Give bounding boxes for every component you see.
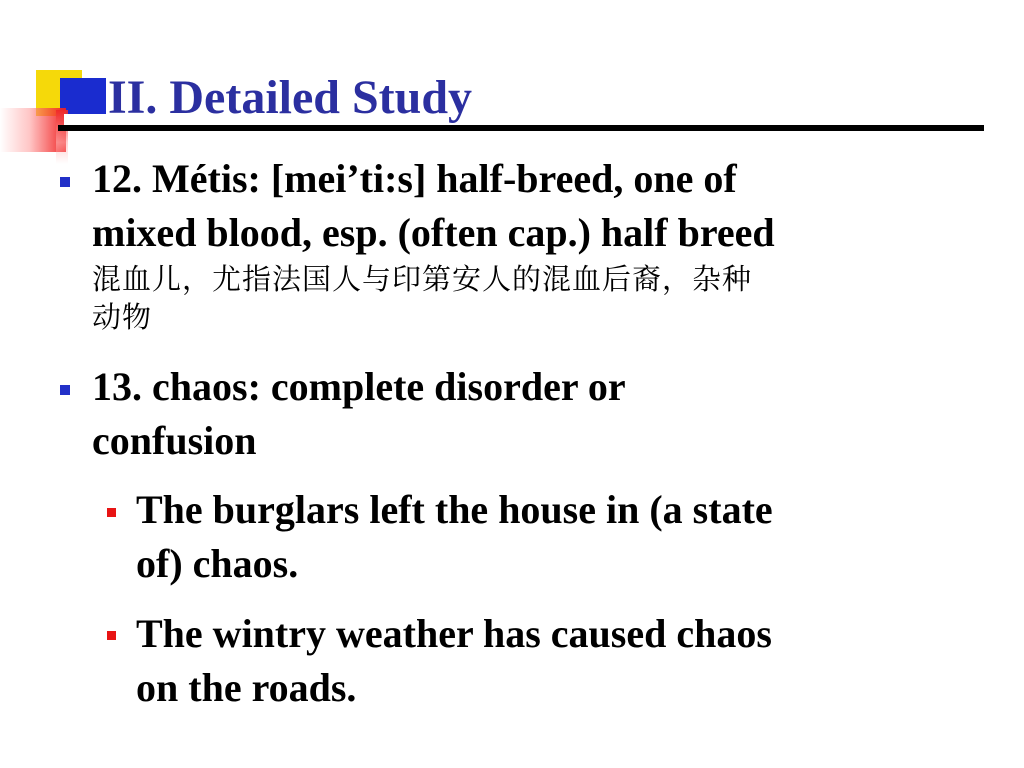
bullet-line: 12. Métis: [mei’ti:s] half-breed, one of xyxy=(92,156,737,201)
sub-bullet-line: on the roads. xyxy=(136,665,357,710)
bullet-line: 13. chaos: complete disorder or xyxy=(92,364,626,409)
sub-bullet-line: The wintry weather has caused chaos xyxy=(136,611,772,656)
bullet-line: mixed blood, esp. (often cap.) half breed xyxy=(92,210,775,255)
square-bullet-icon xyxy=(107,508,116,517)
square-bullet-icon xyxy=(107,631,116,640)
sub-bullet-line: The burglars left the house in (a state xyxy=(136,487,773,532)
square-bullet-icon xyxy=(60,177,70,187)
slide-title: II. Detailed Study xyxy=(108,71,473,124)
sub-bullet-example-burglars xyxy=(136,483,996,591)
bullet-chinese-line: 混血儿，尤指法国人与印第安人的混血后裔，杂种 xyxy=(92,262,753,296)
square-bullet-icon xyxy=(60,385,70,395)
bullet-item-metis xyxy=(92,152,992,336)
bullet-item-chaos xyxy=(92,360,992,468)
bullet-line: confusion xyxy=(92,418,257,463)
title-underline xyxy=(58,125,984,131)
sub-bullet-example-weather xyxy=(136,607,996,715)
sub-bullet-line: of) chaos. xyxy=(136,541,299,586)
bullet-chinese-line: 动物 xyxy=(92,300,153,334)
